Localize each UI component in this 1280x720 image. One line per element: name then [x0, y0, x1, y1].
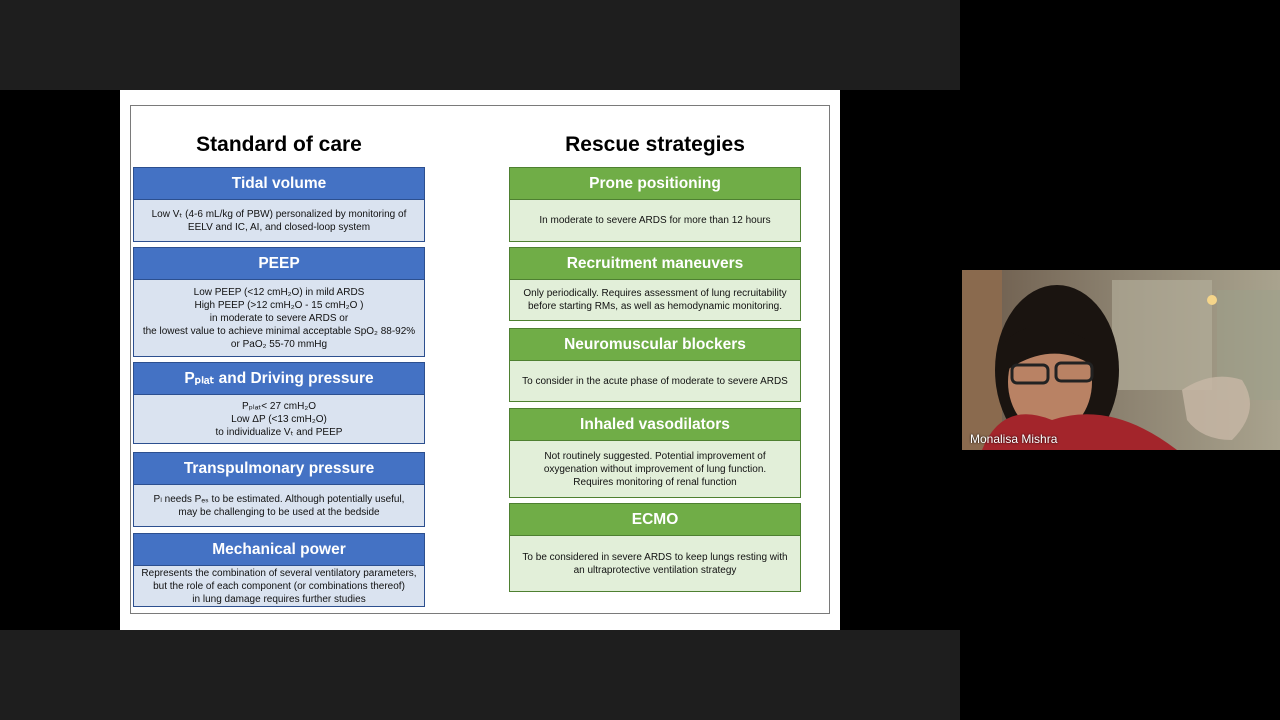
mechanical-power-title: Mechanical power — [133, 533, 425, 566]
text-line: or PaO₂ 55-70 mmHg — [230, 338, 328, 350]
mechanical-power-text — [133, 566, 425, 607]
top-letterbox — [0, 0, 960, 90]
participant-video-image — [962, 270, 1280, 450]
text-line: Not routinely suggested. Potential improvement of — [544, 450, 766, 462]
text-line: Low ΔP (<13 cmH₂O) — [231, 413, 327, 425]
text-line: To consider in the acute phase of moderate to severe ARDS — [522, 375, 788, 387]
neuromuscular-blockers-title: Neuromuscular blockers — [509, 328, 801, 361]
peep-text — [133, 280, 425, 357]
pplat-driving-pressure-title: Pₚₗₐₜ and Driving pressure — [133, 362, 425, 395]
recruitment-maneuvers-box — [509, 247, 801, 321]
text-line: Pₗ needs Pₑₛ to be estimated. Although potentially useful, — [153, 493, 405, 505]
text-line: an ultraprotective ventilation strategy — [573, 564, 737, 576]
text-line: High PEEP (>12 cmH₂O - 15 cmH₂O ) — [194, 299, 364, 311]
transpulmonary-pressure-box — [133, 452, 425, 527]
prone-positioning-text — [509, 200, 801, 242]
text-line: Low Vₜ (4-6 mL/kg of PBW) personalized by monitoring of — [151, 208, 407, 220]
inhaled-vasodilators-box — [509, 408, 801, 498]
peep-box — [133, 247, 425, 357]
text-line: in moderate to severe ARDS or — [209, 312, 349, 324]
recruitment-maneuvers-title: Recruitment maneuvers — [509, 247, 801, 280]
slide — [130, 105, 830, 614]
text-line: In moderate to severe ARDS for more than 12 hours — [539, 215, 771, 226]
text-line: in lung damage requires further studies — [192, 593, 366, 605]
peep-title: PEEP — [133, 247, 425, 280]
right-column-title: Rescue strategies — [565, 133, 745, 156]
prone-positioning-title: Prone positioning — [509, 167, 801, 200]
text-line: the lowest value to achieve minimal acceptable SpO₂ 88-92% — [142, 325, 416, 337]
tidal-volume-title: Tidal volume — [133, 167, 425, 200]
tidal-volume-box — [133, 167, 425, 242]
text-line: Represents the combination of several ventilatory parameters, — [141, 567, 417, 579]
shared-screen — [120, 90, 840, 630]
ecmo-title: ECMO — [509, 503, 801, 536]
prone-positioning-box — [509, 167, 801, 242]
neuromuscular-blockers-box — [509, 328, 801, 402]
pplat-driving-pressure-box — [133, 362, 425, 444]
text-line: To be considered in severe ARDS to keep lungs resting with — [522, 551, 788, 563]
left-column-title: Standard of care — [196, 133, 362, 156]
tidal-volume-text — [133, 200, 425, 242]
text-line: to individualize Vₜ and PEEP — [215, 426, 343, 438]
text-line: Only periodically. Requires assessment of lung recruitability — [523, 288, 787, 299]
neuromuscular-blockers-text — [509, 361, 801, 402]
participant-video-tile[interactable] — [962, 270, 1280, 450]
mechanical-power-box — [133, 533, 425, 607]
ecmo-box — [509, 503, 801, 592]
text-line: oxygenation without improvement of lung function. — [543, 463, 767, 475]
recruitment-maneuvers-text — [509, 280, 801, 321]
text-line: Requires monitoring of renal function — [573, 476, 737, 488]
pplat-driving-pressure-text — [133, 395, 425, 444]
bottom-letterbox — [0, 630, 960, 720]
transpulmonary-pressure-text — [133, 485, 425, 527]
text-line: may be challenging to be used at the bedside — [178, 506, 380, 518]
text-line: EELV and IC, AI, and closed-loop system — [187, 221, 371, 233]
inhaled-vasodilators-text — [509, 441, 801, 498]
text-line: Pₚₗₐₜ< 27 cmH₂O — [241, 400, 316, 412]
text-line: but the role of each component (or combinations thereof) — [153, 580, 405, 592]
transpulmonary-pressure-title: Transpulmonary pressure — [133, 452, 425, 485]
inhaled-vasodilators-title: Inhaled vasodilators — [509, 408, 801, 441]
text-line: Low PEEP (<12 cmH₂O) in mild ARDS — [193, 286, 365, 298]
text-line: before starting RMs, as well as hemodynamic monitoring. — [528, 301, 782, 312]
participant-name: Monalisa Mishra — [970, 432, 1058, 446]
ecmo-text — [509, 536, 801, 592]
